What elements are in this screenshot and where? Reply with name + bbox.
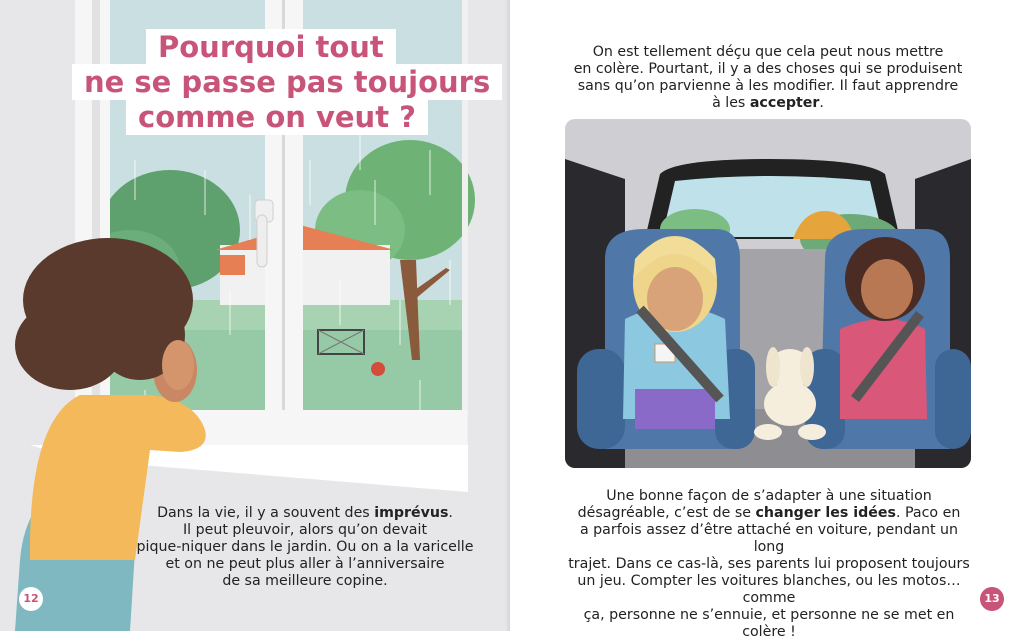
right-bottom-text <box>564 488 974 641</box>
body-line: Il peut pleuvoir, alors qu’on devait <box>182 522 428 538</box>
car-illustration <box>565 119 971 468</box>
body-line: On est tellement déçu que cela peut nous mettre <box>592 44 944 60</box>
body-line: désagréable, c’est de se changer les idées. Paco en <box>577 505 961 521</box>
body-line: Une bonne façon de s’adapter à une situation <box>606 488 932 504</box>
right-top-text <box>568 44 968 112</box>
left-body-text <box>130 505 480 590</box>
body-line: a parfois assez d’être attaché en voiture, pendant un long <box>579 522 959 555</box>
body-line: de sa meilleure copine. <box>222 573 388 589</box>
body-line: Dans la vie, il y a souvent des imprévus. <box>157 505 453 521</box>
body-line: trajet. Dans ce cas-là, ses parents lui proposent toujours <box>568 556 970 572</box>
body-line: à les accepter. <box>712 95 824 111</box>
body-line: ça, personne ne s’ennuie, et personne ne se met en colère ! <box>583 607 955 640</box>
title-line-3: comme on veut ? <box>126 99 428 135</box>
page-number-left: 12 <box>19 587 43 611</box>
page-number-right: 13 <box>980 587 1004 611</box>
body-line: en colère. Pourtant, il y a des choses qui se produisent <box>573 61 963 77</box>
title-line-1: Pourquoi tout <box>146 29 396 65</box>
body-line: et on ne peut plus aller à l’anniversaire <box>165 556 445 572</box>
body-line: sans qu’on parvienne à les modifier. Il faut apprendre <box>577 78 959 94</box>
title-line-2: ne se passe pas toujours <box>72 64 502 100</box>
body-line: pique-niquer dans le jardin. Ou on a la varicelle <box>136 539 474 555</box>
body-line: un jeu. Compter les voitures blanches, ou les motos… comme <box>577 573 961 606</box>
